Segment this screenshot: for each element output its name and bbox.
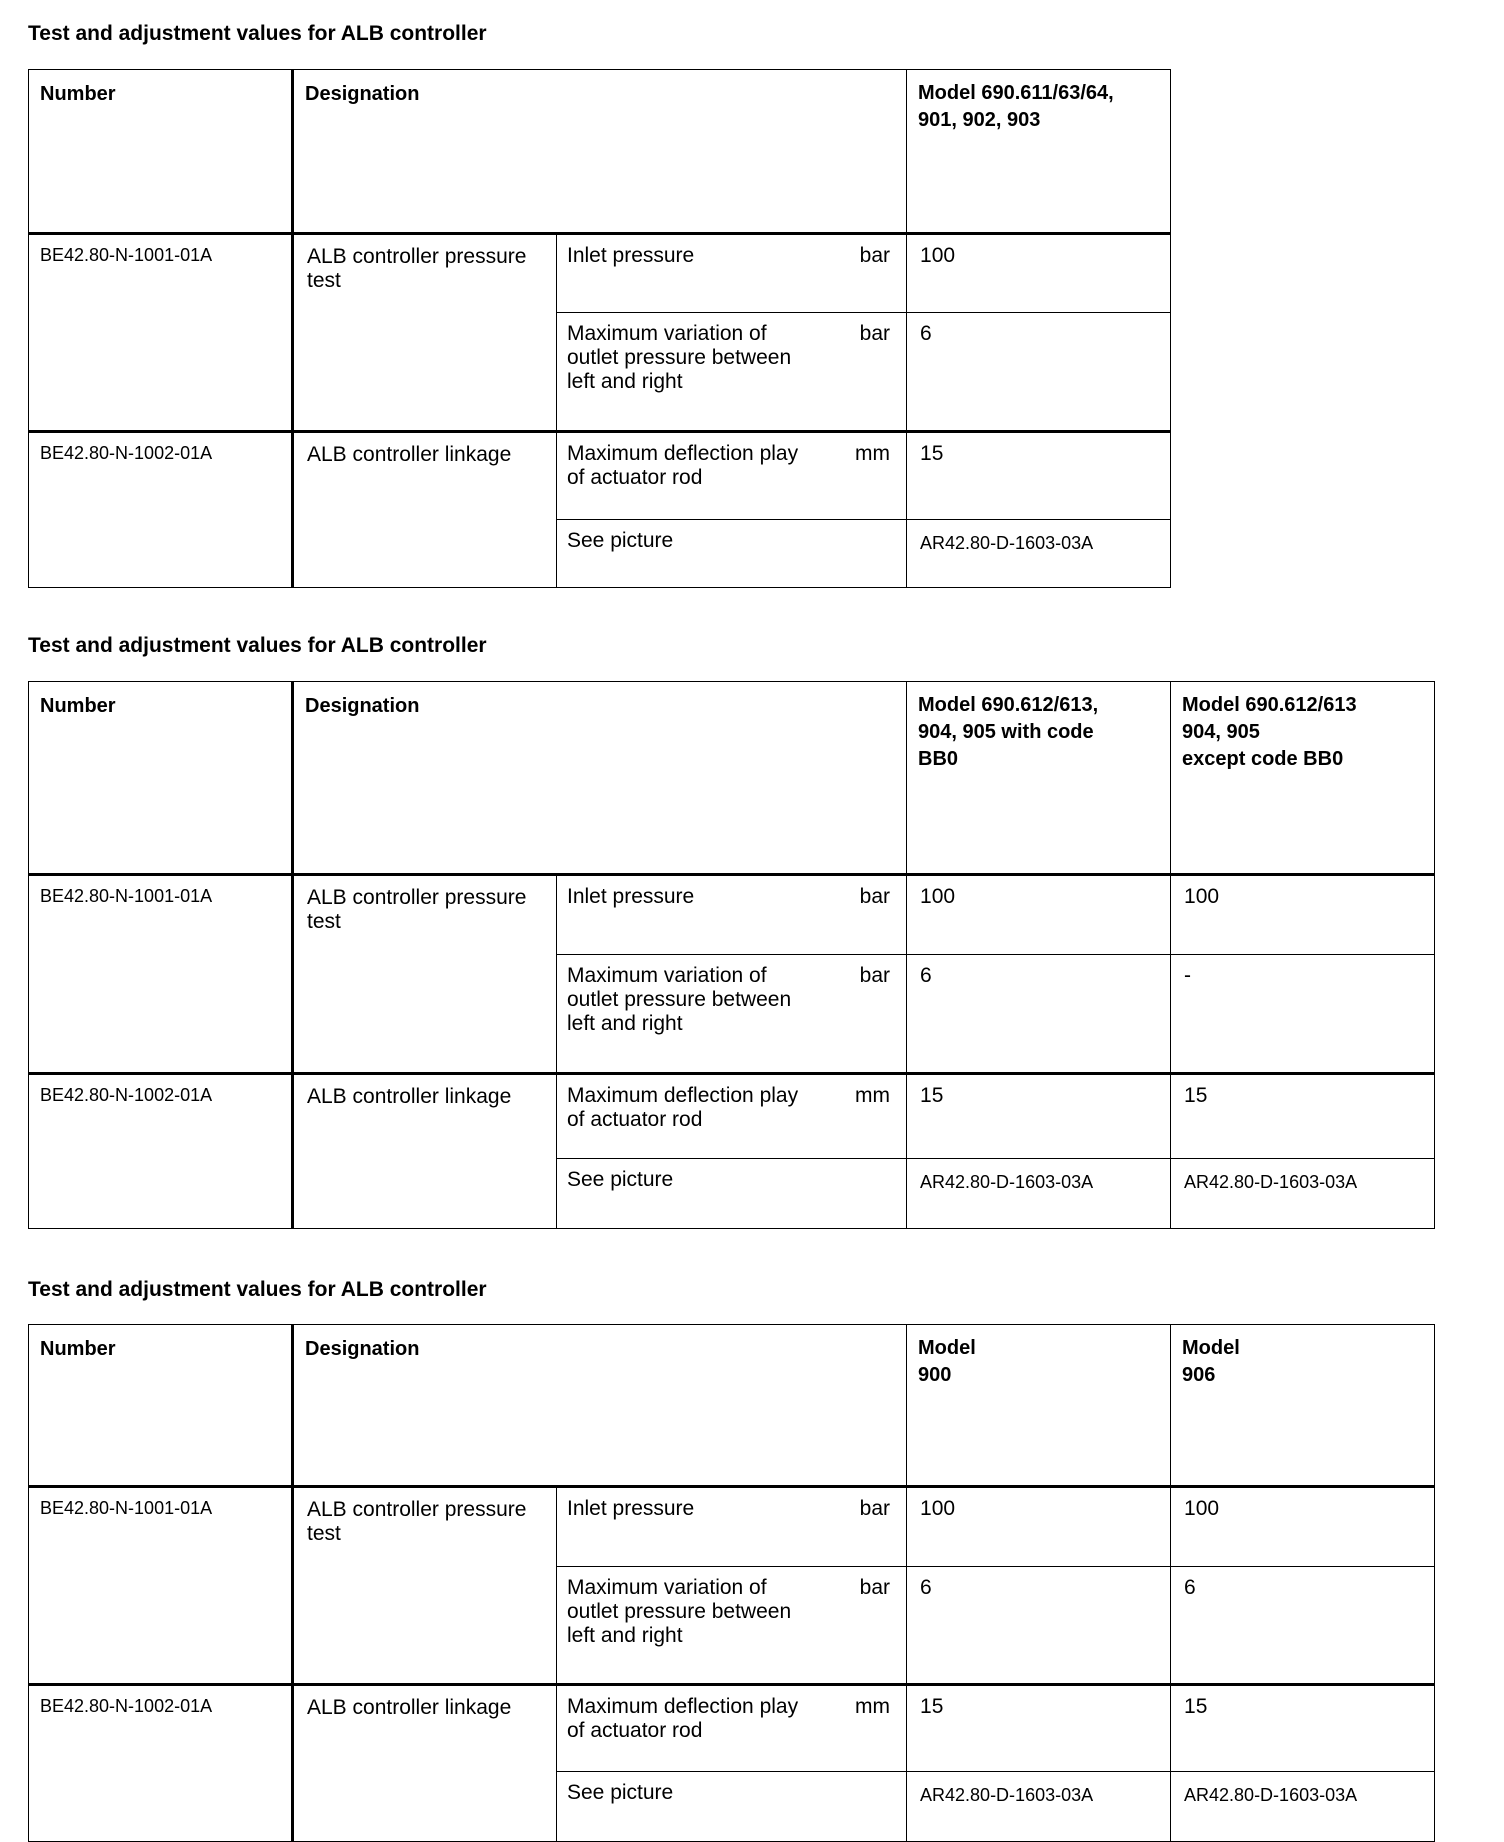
parameter-cell [557, 1159, 907, 1229]
parameter-cell [557, 955, 907, 1074]
parameter-cell [557, 1074, 907, 1159]
table-title: Test and adjustment values for ALB controller [28, 22, 487, 45]
value-cell: 6 [907, 313, 1171, 432]
value-cell: 100 [1171, 875, 1435, 955]
value-cell: 15 [907, 1685, 1171, 1772]
parameter-unit: bar [859, 885, 891, 908]
header-model: Model 690.612/613 904, 905 except code BB0 [1171, 682, 1435, 875]
table-title: Test and adjustment values for ALB controller [28, 634, 487, 657]
parameter-cell [557, 875, 907, 955]
row-number: BE42.80-N-1001-01A [29, 234, 293, 432]
parameter-unit: bar [859, 1576, 891, 1599]
row-designation: ALB controller pressure test [293, 1487, 557, 1685]
table-row [29, 875, 1435, 955]
values-table [28, 681, 1435, 1229]
value-cell: 6 [907, 955, 1171, 1074]
parameter-cell [557, 1772, 907, 1842]
parameter-label: See picture [567, 1168, 674, 1191]
parameter-unit: mm [855, 442, 891, 465]
header-designation: Designation [293, 682, 907, 875]
header-designation: Designation [293, 1325, 907, 1487]
values-table [28, 69, 1171, 588]
row-designation: ALB controller linkage [293, 432, 557, 588]
header-model: Model 690.612/613, 904, 905 with code BB0 [907, 682, 1171, 875]
parameter-unit: bar [859, 964, 891, 987]
parameter-label: Inlet pressure [567, 885, 695, 908]
table-row [29, 1074, 1435, 1159]
parameter-cell [557, 1685, 907, 1772]
value-cell: 6 [1171, 1567, 1435, 1685]
parameter-unit: bar [859, 322, 891, 345]
parameter-cell [557, 1487, 907, 1567]
header-model: Model 690.611/63/64, 901, 902, 903 [907, 70, 1171, 234]
value-cell: 100 [907, 234, 1171, 313]
header-model: Model 906 [1171, 1325, 1435, 1487]
parameter-cell [557, 234, 907, 313]
value-cell: 6 [907, 1567, 1171, 1685]
value-cell: AR42.80-D-1603-03A [907, 1772, 1171, 1842]
row-number: BE42.80-N-1001-01A [29, 1487, 293, 1685]
header-designation: Designation [293, 70, 907, 234]
value-cell: 100 [907, 1487, 1171, 1567]
row-designation: ALB controller linkage [293, 1685, 557, 1842]
value-cell: 100 [1171, 1487, 1435, 1567]
header-model: Model 900 [907, 1325, 1171, 1487]
parameter-cell [557, 313, 907, 432]
parameter-label: Maximum variation of outlet pressure between left and right [567, 1576, 792, 1647]
table-row [29, 234, 1171, 313]
parameter-label: Maximum variation of outlet pressure between left and right [567, 322, 792, 393]
value-cell: AR42.80-D-1603-03A [1171, 1772, 1435, 1842]
value-cell: AR42.80-D-1603-03A [907, 1159, 1171, 1229]
header-number: Number [29, 1325, 293, 1487]
parameter-label: Maximum deflection play of actuator rod [567, 1695, 799, 1742]
value-cell: 15 [1171, 1074, 1435, 1159]
parameter-label: Maximum deflection play of actuator rod [567, 1084, 799, 1131]
parameter-label: Inlet pressure [567, 244, 695, 267]
value-cell: AR42.80-D-1603-03A [907, 520, 1171, 588]
row-number: BE42.80-N-1002-01A [29, 432, 293, 588]
header-number: Number [29, 70, 293, 234]
value-cell: 15 [907, 1074, 1171, 1159]
table-row [29, 432, 1171, 520]
header-row [29, 70, 1171, 234]
parameter-label: Inlet pressure [567, 1497, 695, 1520]
parameter-label: Maximum deflection play of actuator rod [567, 442, 799, 489]
value-cell: - [1171, 955, 1435, 1074]
parameter-label: See picture [567, 1781, 674, 1804]
parameter-unit: bar [859, 1497, 891, 1520]
header-number: Number [29, 682, 293, 875]
row-number: BE42.80-N-1001-01A [29, 875, 293, 1074]
header-row [29, 682, 1435, 875]
parameter-unit: bar [859, 244, 891, 267]
parameter-label: Maximum variation of outlet pressure between left and right [567, 964, 792, 1035]
row-number: BE42.80-N-1002-01A [29, 1685, 293, 1842]
parameter-cell [557, 520, 907, 588]
row-designation: ALB controller linkage [293, 1074, 557, 1229]
header-row [29, 1325, 1435, 1487]
parameter-label: See picture [567, 529, 674, 552]
value-cell: 15 [1171, 1685, 1435, 1772]
row-designation: ALB controller pressure test [293, 875, 557, 1074]
value-cell: AR42.80-D-1603-03A [1171, 1159, 1435, 1229]
row-designation: ALB controller pressure test [293, 234, 557, 432]
parameter-cell [557, 432, 907, 520]
values-table [28, 1324, 1435, 1842]
table-title: Test and adjustment values for ALB controller [28, 1278, 487, 1301]
parameter-unit: mm [855, 1084, 891, 1107]
parameter-unit: mm [855, 1695, 891, 1718]
value-cell: 15 [907, 432, 1171, 520]
value-cell: 100 [907, 875, 1171, 955]
table-row [29, 1685, 1435, 1772]
parameter-cell [557, 1567, 907, 1685]
table-row [29, 1487, 1435, 1567]
row-number: BE42.80-N-1002-01A [29, 1074, 293, 1229]
